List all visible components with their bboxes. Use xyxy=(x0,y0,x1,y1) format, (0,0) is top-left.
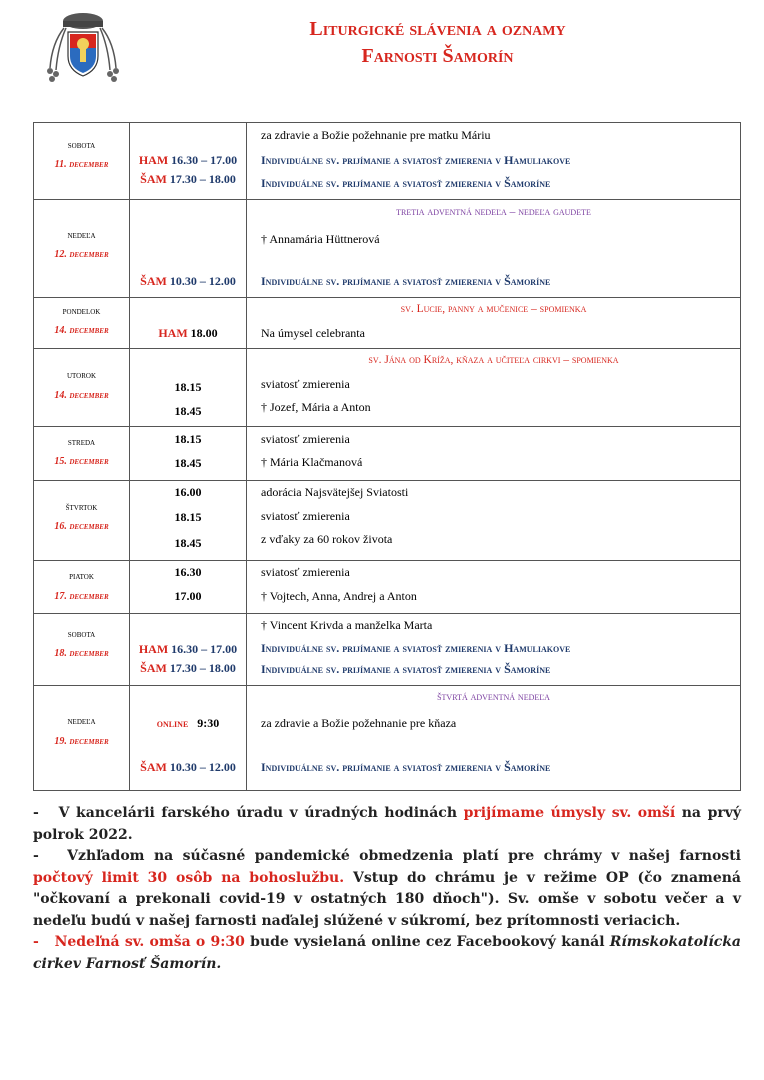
day-date: 19. december xyxy=(54,736,109,747)
location-code: ŠAM xyxy=(140,274,167,288)
time-range: 17.30 – 18.00 xyxy=(169,172,236,186)
communion-note: Individuálne sv. prijímanie a sviatosť zmierenia v Šamoríne xyxy=(261,176,551,190)
parish-crest-logo xyxy=(44,8,122,86)
intention: sviatosť zmierenia xyxy=(261,565,350,579)
intention: † Jozef, Mária a Anton xyxy=(261,400,371,414)
intention: za zdravie a Božie požehnanie pre kňaza xyxy=(261,716,457,730)
intention: † Vojtech, Anna, Andrej a Anton xyxy=(261,589,417,603)
table-row xyxy=(34,349,741,427)
feast-label: sv. Lucie, panny a mučenice – spomienka xyxy=(400,303,587,315)
day-date: 15. december xyxy=(54,456,109,467)
intention: sviatosť zmierenia xyxy=(261,509,350,523)
note-highlight: Nedeľná sv. omša o 9:30 xyxy=(54,934,245,950)
day-name: nedeľa xyxy=(67,230,96,241)
day-date: 14. december xyxy=(54,325,109,336)
time-value: 18.45 xyxy=(174,404,202,418)
facebook-channel-name: Rímskokatolícka cirkev Farnosť Šamorín. xyxy=(33,934,741,972)
time-value: 17.00 xyxy=(174,589,202,603)
day-date: 16. december xyxy=(54,521,109,532)
note-highlight: počtový limit 30 osôb na bohoslužbu. xyxy=(33,869,345,886)
announcement-item: - Vzhľadom na súčasné pandemické obmedzenia platí pre chrámy v našej farnosti počtový limit 30 osôb na bohoslužbu. Vstup do chrámu je v režime OP (čo znamená "očkovaní a prekonali covid-19 v ostatných 180 dňoch"). Sv. omše v sobotu večer a v nedeľu budú v našej farnosti naďalej slúžené v súkromí, bez prítomnosti veriacich. xyxy=(33,848,741,929)
time-range: 17.30 – 18.00 xyxy=(169,661,236,675)
note-text: Vstup do chrámu je v režime OP (čo znamená "očkovaní a prekonali covid-19 v ostatných 180 dňoch"). Sv. omše v sobotu večer a v nedeľu budú v našej farnosti naďalej slúžené v súkromí, bez prítomnosti veriacich. xyxy=(33,869,741,929)
day-name: piatok xyxy=(69,571,94,582)
location-code: ŠAM xyxy=(140,661,167,675)
day-name: streda xyxy=(67,437,96,448)
feast-label: tretia adventná nedeľa – nedeľa gaudete xyxy=(396,206,591,218)
table-row xyxy=(34,686,741,791)
time-value: 18.45 xyxy=(174,456,202,470)
table-row xyxy=(34,614,741,686)
day-name: sobota xyxy=(67,629,96,640)
feast-label: sv. Jána od Kríža, kňaza a učiteľa cirkvi – spomienka xyxy=(368,354,619,366)
schedule-table xyxy=(33,122,741,791)
intention: † Annamária Hüttnerová xyxy=(261,232,380,246)
announcement-item: - Nedeľná sv. omša o 9:30 bude vysielaná online cez Facebookový kanál Rímskokatolícka cirkev Farnosť Šamorín. xyxy=(33,934,741,972)
time-range: 10.30 – 12.00 xyxy=(169,274,236,288)
time-value: 18.45 xyxy=(174,536,202,550)
time-value: 9:30 xyxy=(197,716,220,730)
time-range: 16.30 – 17.00 xyxy=(171,642,238,656)
intention: Na úmysel celebranta xyxy=(261,326,365,340)
communion-note: Individuálne sv. prijímanie a sviatosť zmierenia v Hamuliakove xyxy=(261,153,571,167)
location-code: HAM xyxy=(138,642,169,656)
day-name: sobota xyxy=(67,140,96,151)
time-value: 16.00 xyxy=(174,485,202,499)
announcements xyxy=(33,803,741,975)
announcement-item: - V kancelárii farského úradu v úradných hodinách prijímame úmysly sv. omší na prvý polrok 2022. xyxy=(33,805,742,843)
location-code: ŠAM xyxy=(140,172,167,186)
location-code: HAM xyxy=(138,153,169,167)
intention: † Vincent Krivda a manželka Marta xyxy=(261,618,433,632)
time-value: 16.30 xyxy=(174,565,202,579)
intention: za zdravie a Božie požehnanie pre matku Máriu xyxy=(261,128,491,142)
day-date: 18. december xyxy=(54,648,109,659)
page-title xyxy=(200,16,675,70)
note-text: Vzhľadom na súčasné pandemické obmedzenia platí pre chrámy v našej farnosti xyxy=(67,848,741,864)
time-range: 10.30 – 12.00 xyxy=(169,760,236,774)
communion-note: Individuálne sv. prijímanie a sviatosť zmierenia v Šamoríne xyxy=(261,274,551,288)
time-value: 18.15 xyxy=(174,432,202,446)
note-text: bude vysielaná online cez Facebookový kanál xyxy=(244,934,610,950)
note-text: V kancelárii farského úradu v úradných hodinách xyxy=(58,805,464,821)
day-name: utorok xyxy=(66,370,97,381)
day-name: štvrtok xyxy=(65,502,98,513)
intention: z vďaky za 60 rokov života xyxy=(261,532,393,546)
table-row xyxy=(34,298,741,349)
time-range: 16.30 – 17.00 xyxy=(171,153,238,167)
feast-label: štvrtá adventná nedeľa xyxy=(437,691,550,703)
note-highlight: prijímame úmysly sv. omší xyxy=(463,805,676,821)
location-code: HAM xyxy=(158,326,188,340)
online-label: online xyxy=(156,718,189,730)
day-date: 17. december xyxy=(54,591,109,602)
note-text: na prvý polrok 2022. xyxy=(33,805,742,843)
intention: † Mária Klačmanová xyxy=(261,455,363,469)
time-value: 18.00 xyxy=(190,326,218,340)
intention: adorácia Najsvätejšej Sviatosti xyxy=(261,485,409,499)
communion-note: Individuálne sv. prijímanie a sviatosť zmierenia v Hamuliakove xyxy=(261,641,571,655)
table-row xyxy=(34,200,741,298)
day-date: 11. december xyxy=(54,159,109,170)
table-row xyxy=(34,123,741,200)
day-date: 14. december xyxy=(54,390,109,401)
time-value: 18.15 xyxy=(174,380,202,394)
day-date: 12. december xyxy=(54,249,109,260)
communion-note: Individuálne sv. prijímanie a sviatosť zmierenia v Šamoríne xyxy=(261,760,551,774)
day-name: nedeľa xyxy=(67,716,96,727)
intention: sviatosť zmierenia xyxy=(261,377,350,391)
title-line-1: Liturgické slávenia a oznamy xyxy=(309,18,566,40)
intention: sviatosť zmierenia xyxy=(261,432,350,446)
title-line-2: Farnosti Šamorín xyxy=(361,45,514,67)
communion-note: Individuálne sv. prijímanie a sviatosť zmierenia v Šamoríne xyxy=(261,662,551,676)
table-row xyxy=(34,427,741,481)
time-value: 18.15 xyxy=(174,510,202,524)
table-row xyxy=(34,561,741,614)
table-row xyxy=(34,481,741,561)
day-name: pondelok xyxy=(62,306,101,317)
location-code: ŠAM xyxy=(140,760,167,774)
